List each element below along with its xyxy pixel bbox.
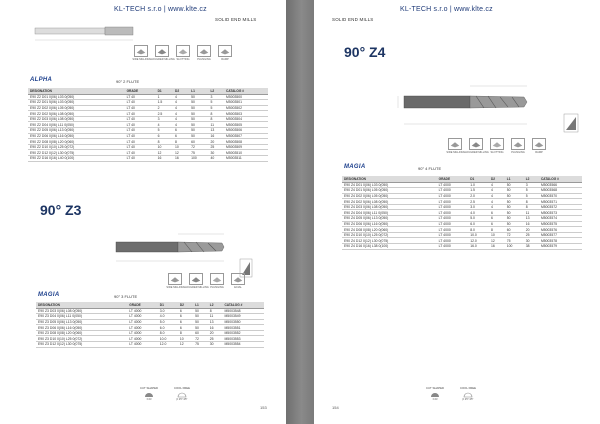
table-cell: 8 xyxy=(208,308,223,314)
right-header-company: KL-TECH s.r.o | www.klte.cz xyxy=(400,6,493,13)
table-cell: 40 xyxy=(208,156,224,162)
table-cell: 8 xyxy=(489,227,505,233)
table-cell: 2 xyxy=(156,105,173,111)
table-cell: M5003502 xyxy=(224,105,268,111)
table-cell: 50 xyxy=(505,182,524,188)
table-cell: LT 4000 xyxy=(437,238,469,244)
table-cell: 60 xyxy=(189,139,208,145)
table-cell: E90 Z4 D08 0(08) L20 0(060) xyxy=(342,227,437,233)
table-cell: 5.0 xyxy=(468,216,489,222)
cut-gauge-icon xyxy=(144,390,154,398)
header-company: KL-TECH s.r.o | www.klte.cz xyxy=(114,6,207,13)
table-cell: 13 xyxy=(524,216,539,222)
table-cell: LT 4000 xyxy=(127,325,158,331)
table-cell: E90 Z4 D05 0(06) L13 0(050) xyxy=(342,216,437,222)
side-milling-icon: SIDE MILLING xyxy=(446,138,464,154)
z3-operation-icons xyxy=(166,273,247,289)
table-cell: 10 xyxy=(173,144,189,150)
table-cell: 60 xyxy=(193,330,208,336)
table-cell: 10 xyxy=(156,144,173,150)
table-cell: 50 xyxy=(189,105,208,111)
z4-brand: MAGIA xyxy=(344,164,366,170)
table-cell: LT 40 xyxy=(125,128,156,134)
table-cell: M5003506 xyxy=(224,128,268,134)
table-cell: 1.0 xyxy=(468,182,489,188)
table-cell: M5003505 xyxy=(224,122,268,128)
table-cell: M5003554 xyxy=(222,342,264,348)
table-cell: 50 xyxy=(505,221,524,227)
table-cell: LT 4000 xyxy=(127,330,158,336)
table-cell: 4 xyxy=(489,188,505,194)
table-cell: E90 Z2 D01 0(06) L03 0(050) xyxy=(28,94,125,100)
table-cell: M5003504 xyxy=(224,116,268,122)
table-cell: M5003551 xyxy=(222,325,264,331)
table-cell: M5003574 xyxy=(539,216,582,222)
right-footer xyxy=(426,386,476,401)
table-cell: M5003552 xyxy=(222,330,264,336)
plunging-icon: PLUNGING xyxy=(195,45,213,61)
column-header: D2 xyxy=(489,176,505,182)
table-cell: 3 xyxy=(208,94,224,100)
table-cell: LT 40 xyxy=(125,116,156,122)
table-cell: 6 xyxy=(173,128,189,134)
right-header-section: SOLID END MILLS xyxy=(332,17,374,22)
cut-shaped-info: CUT SHAPED ±.03 xyxy=(426,386,444,401)
table-cell: 75 xyxy=(193,342,208,348)
table-cell: 20 xyxy=(524,227,539,233)
table-cell: 30 xyxy=(524,238,539,244)
table-cell: LT 4000 xyxy=(127,308,158,314)
table-cell: E90 Z4 D03 0(06) L08 0(050) xyxy=(342,204,437,210)
table-cell: LT 4000 xyxy=(127,336,158,342)
table-cell: 50 xyxy=(189,133,208,139)
table-cell: 50 xyxy=(193,319,208,325)
table-row xyxy=(36,342,264,348)
table-cell: 10 xyxy=(178,336,193,342)
table-cell: E90 Z2 D05 0(06) L13 0(050) xyxy=(28,128,125,134)
book-spine xyxy=(286,0,314,424)
table-cell: 8 xyxy=(208,111,224,117)
table-cell: LT 4000 xyxy=(127,319,158,325)
table-cell: 5 xyxy=(208,105,224,111)
table-cell: 4 xyxy=(173,100,189,106)
table-cell: M5003509 xyxy=(224,144,268,150)
column-header: DESIGNATION xyxy=(342,176,437,182)
alpha-brand: ALPHA xyxy=(30,77,53,83)
table-cell: 3.0 xyxy=(158,308,178,314)
table-cell: 5 xyxy=(524,193,539,199)
table-cell: 5 xyxy=(208,100,224,106)
column-header: CATALOG # xyxy=(222,302,264,308)
z4-end-view xyxy=(562,112,582,134)
table-cell: 1 xyxy=(156,94,173,100)
table-cell: 10.0 xyxy=(158,336,178,342)
table-cell: 4 xyxy=(173,122,189,128)
table-cell: 6 xyxy=(173,133,189,139)
table-cell: LT 4000 xyxy=(437,232,469,238)
column-header: CATALOG # xyxy=(539,176,582,182)
table-cell: 11 xyxy=(524,210,539,216)
table-cell: M5003510 xyxy=(224,150,268,156)
table-cell: 8 xyxy=(156,139,173,145)
table-cell: 12.0 xyxy=(468,238,489,244)
table-cell: M5003549 xyxy=(222,314,264,320)
column-header: L2 xyxy=(208,88,224,94)
table-cell: E90 Z3 D03 0(06) L08 0(050) xyxy=(36,308,127,314)
table-cell: LT 4000 xyxy=(437,199,469,205)
table-cell: 75 xyxy=(505,238,524,244)
side-milling-icon: SIDE MILLING xyxy=(166,273,184,289)
table-cell: 3.0 xyxy=(468,204,489,210)
column-header: D1 xyxy=(156,88,173,94)
table-cell: 72 xyxy=(193,336,208,342)
left-footer xyxy=(140,386,190,401)
table-cell: LT 40 xyxy=(125,133,156,139)
table-cell: 6 xyxy=(489,221,505,227)
table-cell: 100 xyxy=(505,244,524,250)
table-cell: E90 Z2 D08 0(08) L20 0(060) xyxy=(28,139,125,145)
table-cell: M5003508 xyxy=(224,139,268,145)
table-cell: 8 xyxy=(173,139,189,145)
table-cell: 50 xyxy=(189,116,208,122)
table-cell: LT 4000 xyxy=(437,227,469,233)
table-cell: LT 40 xyxy=(125,156,156,162)
table-cell: LT 40 xyxy=(125,139,156,145)
cool-free-info: COOL FREE β 25°-35° xyxy=(459,386,477,401)
table-cell: E90 Z2 D01 5(06) L03 0(050) xyxy=(28,100,125,106)
table-cell: E90 Z4 D01 0(06) L03 0(050) xyxy=(342,182,437,188)
table-cell: M5003576 xyxy=(539,227,582,233)
table-cell: 3 xyxy=(524,182,539,188)
table-cell: M5003572 xyxy=(539,204,582,210)
table-cell: 4 xyxy=(173,116,189,122)
table-cell: E90 Z3 D06 0(06) L16 0(050) xyxy=(36,325,127,331)
table-cell: E90 Z4 D01 5(06) L05 0(050) xyxy=(342,188,437,194)
table-cell: E90 Z2 D02 0(06) L05 0(050) xyxy=(28,105,125,111)
table-cell: 12 xyxy=(156,150,173,156)
table-cell: E90 Z4 D12 0(12) L30 0(075) xyxy=(342,238,437,244)
table-cell: M5003503 xyxy=(224,111,268,117)
table-cell: LT 40 xyxy=(125,94,156,100)
z4-tool-drawing xyxy=(384,78,539,138)
column-header: GRADE xyxy=(437,176,469,182)
table-cell: 3 xyxy=(156,116,173,122)
table-cell: 6 xyxy=(178,325,193,331)
table-cell: 2.5 xyxy=(156,111,173,117)
table-cell: 6 xyxy=(156,133,173,139)
z4-operation-icons xyxy=(446,138,548,154)
table-cell: 50 xyxy=(505,216,524,222)
left-page-number: 153 xyxy=(260,405,267,410)
table-cell: LT 4000 xyxy=(437,244,469,250)
column-header: GRADE xyxy=(125,88,156,94)
shoulder-milling-icon: SHOULDER MILLING xyxy=(187,273,205,289)
table-row xyxy=(342,244,582,250)
table-cell: 75 xyxy=(189,150,208,156)
table-cell: E90 Z3 D05 0(06) L13 0(050) xyxy=(36,319,127,325)
table-cell: LT 40 xyxy=(125,111,156,117)
alpha-operation-icons xyxy=(132,45,234,61)
table-cell: M5003511 xyxy=(224,156,268,162)
table-cell: 16 xyxy=(208,325,223,331)
column-header: D1 xyxy=(158,302,178,308)
column-header: DESIGNATION xyxy=(28,88,125,94)
table-cell: 6 xyxy=(178,319,193,325)
table-cell: 4.0 xyxy=(158,314,178,320)
table-cell: M5003500 xyxy=(224,94,268,100)
table-cell: 4 xyxy=(173,111,189,117)
table-cell: 4.0 xyxy=(468,210,489,216)
cut-gauge-icon xyxy=(430,390,440,398)
table-cell: M5003570 xyxy=(539,193,582,199)
table-cell: 100 xyxy=(189,156,208,162)
table-cell: 25 xyxy=(208,144,224,150)
shoulder-milling-icon: SHOULDER MILLING xyxy=(153,45,171,61)
table-cell: 2.0 xyxy=(468,193,489,199)
table-cell: M5003553 xyxy=(222,336,264,342)
table-cell: 8 xyxy=(524,199,539,205)
table-cell: LT 40 xyxy=(125,144,156,150)
table-cell: 20 xyxy=(208,330,223,336)
table-cell: M5003548 xyxy=(222,308,264,314)
table-cell: 8 xyxy=(178,330,193,336)
table-cell: 12 xyxy=(178,342,193,348)
table-cell: LT 40 xyxy=(125,150,156,156)
table-cell: 50 xyxy=(193,314,208,320)
plunging-icon: PLUNGING xyxy=(208,273,226,289)
table-cell: 50 xyxy=(505,204,524,210)
table-cell: 72 xyxy=(189,144,208,150)
table-cell: 5 xyxy=(524,188,539,194)
cool-gauge-icon xyxy=(463,390,473,398)
table-cell: 50 xyxy=(189,122,208,128)
z3-table xyxy=(36,302,264,348)
table-cell: LT 4000 xyxy=(437,221,469,227)
alpha-table xyxy=(28,88,268,162)
table-cell: M5003507 xyxy=(224,133,268,139)
table-cell: 50 xyxy=(189,94,208,100)
table-cell: 1.5 xyxy=(468,188,489,194)
z4-table xyxy=(342,176,582,250)
ecial-icon: ECIAL xyxy=(229,273,247,289)
column-header: CATALOG # xyxy=(224,88,268,94)
table-cell: 50 xyxy=(505,193,524,199)
table-cell: 10 xyxy=(489,232,505,238)
table-cell: 25 xyxy=(524,232,539,238)
z3-brand: MAGIA xyxy=(38,292,60,298)
table-cell: M5003577 xyxy=(539,232,582,238)
table-cell: 8 xyxy=(524,204,539,210)
table-cell: 4 xyxy=(156,122,173,128)
table-cell: LT 4000 xyxy=(437,204,469,210)
table-cell: E90 Z2 D12 0(12) L30 0(075) xyxy=(28,150,125,156)
table-cell: 25 xyxy=(208,336,223,342)
table-cell: M5003578 xyxy=(539,238,582,244)
table-cell: 50 xyxy=(193,308,208,314)
cool-gauge-icon xyxy=(177,390,187,398)
table-cell: LT 4000 xyxy=(127,342,158,348)
table-cell: 50 xyxy=(505,210,524,216)
table-cell: E90 Z4 D02 5(06) L08 0(050) xyxy=(342,199,437,205)
table-cell: LT 4000 xyxy=(437,193,469,199)
table-cell: E90 Z3 D12 0(12) L30 0(075) xyxy=(36,342,127,348)
table-cell: 1.5 xyxy=(156,100,173,106)
table-cell: M5003573 xyxy=(539,210,582,216)
table-cell: E90 Z2 D03 0(06) L08 0(050) xyxy=(28,116,125,122)
column-header: DESIGNATION xyxy=(36,302,127,308)
column-header: D2 xyxy=(178,302,193,308)
table-cell: 12 xyxy=(173,150,189,156)
column-header: D1 xyxy=(468,176,489,182)
z4-subtitle: 90° 4 FLUTE xyxy=(418,166,442,171)
table-cell: 38 xyxy=(524,244,539,250)
table-cell: 6 xyxy=(489,216,505,222)
table-cell: 6 xyxy=(178,314,193,320)
column-header: L2 xyxy=(524,176,539,182)
table-cell: E90 Z4 D04 0(06) L11 0(050) xyxy=(342,210,437,216)
table-cell: 50 xyxy=(505,188,524,194)
z4-title: 90° Z4 xyxy=(344,44,386,60)
right-page-number: 154 xyxy=(332,405,339,410)
z3-title: 90° Z3 xyxy=(40,202,82,218)
table-cell: 60 xyxy=(505,227,524,233)
table-cell: M5003575 xyxy=(539,221,582,227)
table-cell: LT 4000 xyxy=(127,314,158,320)
table-cell: M5003501 xyxy=(224,100,268,106)
table-cell: E90 Z2 D02 5(06) L08 0(050) xyxy=(28,111,125,117)
table-cell: LT 4000 xyxy=(437,188,469,194)
table-cell: E90 Z2 D04 0(06) L11 0(050) xyxy=(28,122,125,128)
right-page xyxy=(314,0,600,424)
table-cell: 16 xyxy=(524,221,539,227)
table-cell: 16 xyxy=(156,156,173,162)
alpha-tool-drawing xyxy=(30,18,140,48)
table-row xyxy=(28,156,268,162)
table-cell: 72 xyxy=(505,232,524,238)
table-cell: M5003579 xyxy=(539,244,582,250)
table-cell: LT 4000 xyxy=(437,216,469,222)
table-cell: 16 xyxy=(489,244,505,250)
z3-subtitle: 90° 3 FLUTE xyxy=(114,294,138,299)
table-cell: E90 Z4 D06 0(06) L16 0(050) xyxy=(342,221,437,227)
table-cell: 5.0 xyxy=(158,319,178,325)
table-cell: 13 xyxy=(208,319,223,325)
table-cell: 12.0 xyxy=(158,342,178,348)
table-cell: LT 40 xyxy=(125,122,156,128)
table-cell: 4 xyxy=(489,193,505,199)
table-cell: E90 Z2 D06 0(06) L16 0(050) xyxy=(28,133,125,139)
table-cell: M5003568 xyxy=(539,188,582,194)
table-cell: 10.0 xyxy=(468,232,489,238)
table-cell: LT 4000 xyxy=(437,210,469,216)
table-cell: 2.5 xyxy=(468,199,489,205)
table-cell: 13 xyxy=(208,128,224,134)
table-cell: E90 Z3 D08 0(08) L20 0(060) xyxy=(36,330,127,336)
column-header: L2 xyxy=(208,302,223,308)
table-cell: E90 Z2 D10 0(10) L25 0(072) xyxy=(28,144,125,150)
z3-tool-drawing xyxy=(104,228,234,273)
table-cell: LT 4000 xyxy=(437,182,469,188)
table-cell: 11 xyxy=(208,314,223,320)
table-cell: 12 xyxy=(489,238,505,244)
table-cell: M5003550 xyxy=(222,319,264,325)
table-cell: E90 Z4 D10 0(10) L25 0(072) xyxy=(342,232,437,238)
table-cell: E90 Z2 D16 0(16) L40 0(100) xyxy=(28,156,125,162)
table-cell: 8 xyxy=(208,116,224,122)
slotting-icon: SLOTTING xyxy=(488,138,506,154)
column-header: L1 xyxy=(193,302,208,308)
table-cell: 4 xyxy=(173,105,189,111)
left-page xyxy=(0,0,286,424)
table-cell: 50 xyxy=(189,100,208,106)
table-cell: 4 xyxy=(489,204,505,210)
table-cell: 16.0 xyxy=(468,244,489,250)
table-cell: E90 Z4 D16 0(16) L38 0(100) xyxy=(342,244,437,250)
table-cell: 4 xyxy=(489,182,505,188)
table-cell: E90 Z4 D02 0(06) L05 0(050) xyxy=(342,193,437,199)
side-milling-icon: SIDE MILLING xyxy=(132,45,150,61)
column-header: D2 xyxy=(173,88,189,94)
table-cell: 4 xyxy=(489,199,505,205)
plunging-icon: PLUNGING xyxy=(509,138,527,154)
table-cell: 6 xyxy=(489,210,505,216)
table-cell: 16 xyxy=(208,133,224,139)
slotting-icon: SLOTTING xyxy=(174,45,192,61)
table-cell: 6 xyxy=(178,308,193,314)
table-cell: 20 xyxy=(208,139,224,145)
column-header: GRADE xyxy=(127,302,158,308)
table-cell: 11 xyxy=(208,122,224,128)
table-cell: 6.0 xyxy=(468,221,489,227)
column-header: L1 xyxy=(189,88,208,94)
cool-free-info: COOL FREE β 25°-35° xyxy=(173,386,191,401)
ramp-icon: RAMP xyxy=(216,45,234,61)
table-cell: 5 xyxy=(156,128,173,134)
shoulder-milling-icon: SHOULDER MILLING xyxy=(467,138,485,154)
header-section: SOLID END MILLS xyxy=(215,17,257,22)
column-header: L1 xyxy=(505,176,524,182)
table-cell: 8.0 xyxy=(468,227,489,233)
table-cell: LT 40 xyxy=(125,105,156,111)
table-cell: 50 xyxy=(189,111,208,117)
ramp-icon: RAMP xyxy=(530,138,548,154)
table-cell: 50 xyxy=(189,128,208,134)
table-cell: M5003571 xyxy=(539,199,582,205)
alpha-subtitle: 90° 2 FLUTE xyxy=(116,79,140,84)
table-cell: E90 Z3 D04 0(06) L11 0(050) xyxy=(36,314,127,320)
table-cell: LT 40 xyxy=(125,100,156,106)
table-cell: 4 xyxy=(173,94,189,100)
table-cell: 16 xyxy=(173,156,189,162)
table-cell: 6.0 xyxy=(158,325,178,331)
table-cell: 8.0 xyxy=(158,330,178,336)
table-cell: E90 Z3 D10 0(10) L25 0(072) xyxy=(36,336,127,342)
table-cell: 30 xyxy=(208,342,223,348)
cut-shaped-info: CUT SHAPED ±.03 xyxy=(140,386,158,401)
table-cell: 30 xyxy=(208,150,224,156)
table-cell: M5003566 xyxy=(539,182,582,188)
table-cell: 50 xyxy=(193,325,208,331)
table-cell: 50 xyxy=(505,199,524,205)
